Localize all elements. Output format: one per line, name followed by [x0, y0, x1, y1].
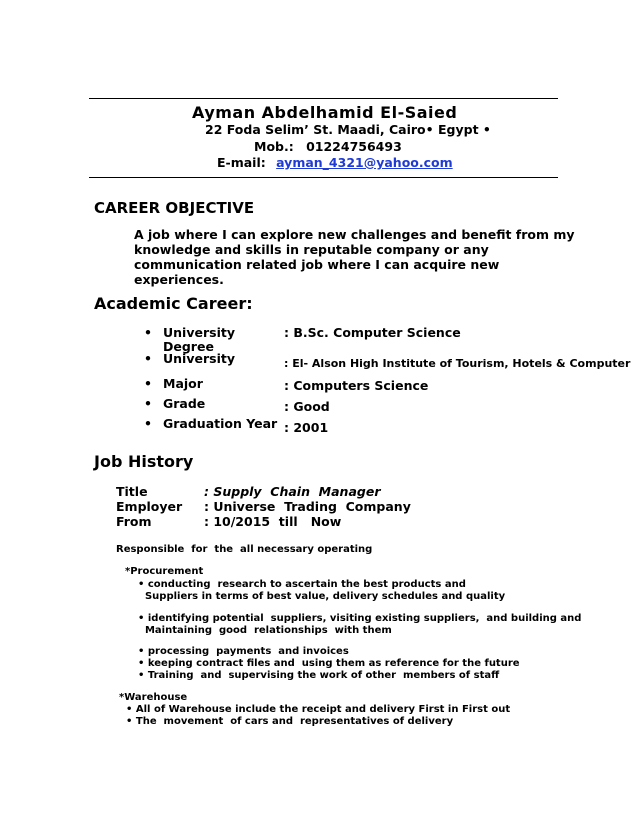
job-history-heading: Job History — [94, 452, 194, 471]
procurement-heading: *Procurement — [125, 566, 204, 577]
objective-line: experiences. — [134, 272, 224, 287]
email-link[interactable]: ayman_4321@yahoo.com — [276, 155, 453, 170]
procurement-item: • keeping contract files and using them as reference for the future — [138, 658, 520, 669]
academic-label: Grade — [163, 396, 206, 411]
job-title-row — [116, 484, 516, 500]
top-rule — [89, 98, 558, 99]
career-objective-heading: CAREER OBJECTIVE — [94, 199, 255, 217]
objective-line: knowledge and skills in reputable company or any — [134, 242, 489, 257]
academic-label: Graduation Year — [163, 416, 278, 431]
employer-label: Employer — [116, 499, 183, 514]
bullet: • — [144, 396, 152, 411]
academic-value: : El- Alson High Institute of Tourism, Hotels & Computer — [284, 357, 631, 370]
academic-label: Major — [163, 376, 203, 391]
academic-label: University — [163, 325, 235, 340]
bullet: • — [144, 325, 152, 340]
academic-value: : Good — [284, 399, 330, 414]
academic-value: : 2001 — [284, 420, 329, 435]
warehouse-heading: *Warehouse — [119, 692, 188, 703]
warehouse-item: • All of Warehouse include the receipt and delivery First in First out — [126, 704, 511, 715]
job-title-label: Title — [116, 484, 148, 499]
from-value: : 10/2015 till Now — [204, 514, 342, 529]
academic-row — [144, 397, 614, 415]
academic-row — [144, 351, 631, 370]
procurement-item: Maintaining good relationships with them — [138, 625, 392, 636]
address-line: 22 Foda Selim’ St. Maadi, Cairo• Egypt • — [205, 122, 491, 137]
academic-value: : Computers Science — [284, 378, 429, 393]
email-label: E-mail: — [217, 155, 266, 170]
candidate-name: Ayman Abdelhamid El-Saied — [192, 103, 458, 122]
procurement-item: Suppliers in terms of best value, delivery schedules and quality — [138, 591, 506, 602]
bullet: • — [144, 416, 152, 431]
academic-label: University — [163, 351, 235, 366]
procurement-item: • conducting research to ascertain the best products and — [138, 579, 466, 590]
academic-label-cont: Degree — [163, 339, 214, 354]
from-label: From — [116, 514, 152, 529]
mobile-number: 01224756493 — [306, 139, 402, 154]
employer-value: : Universe Trading Company — [204, 499, 411, 514]
warehouse-item: • The movement of cars and representatives of delivery — [126, 716, 454, 727]
academic-row — [144, 326, 614, 354]
objective-line: A job where I can explore new challenges and benefit from my — [134, 227, 575, 242]
procurement-item: • identifying potential suppliers, visiting existing suppliers, and building and — [138, 613, 582, 624]
employer-row — [116, 499, 516, 515]
job-title-value: : Supply Chain Manager — [204, 484, 381, 499]
from-row — [116, 514, 516, 530]
procurement-item: • Training and supervising the work of other members of staff — [138, 670, 500, 681]
mobile-line — [254, 139, 402, 154]
bullet: • — [144, 376, 152, 391]
bottom-rule — [89, 177, 558, 178]
academic-value: : B.Sc. Computer Science — [284, 325, 461, 340]
academic-heading: Academic Career: — [94, 294, 253, 313]
career-objective-text — [134, 227, 575, 287]
responsible-text: Responsible for the all necessary operating — [116, 544, 373, 555]
bullet: • — [144, 351, 152, 366]
mobile-label: Mob.: — [254, 139, 294, 154]
objective-line: communication related job where I can acquire new — [134, 257, 500, 272]
email-line — [217, 155, 453, 170]
academic-row — [144, 377, 614, 395]
procurement-item: • processing payments and invoices — [138, 646, 349, 657]
academic-row — [144, 417, 614, 437]
